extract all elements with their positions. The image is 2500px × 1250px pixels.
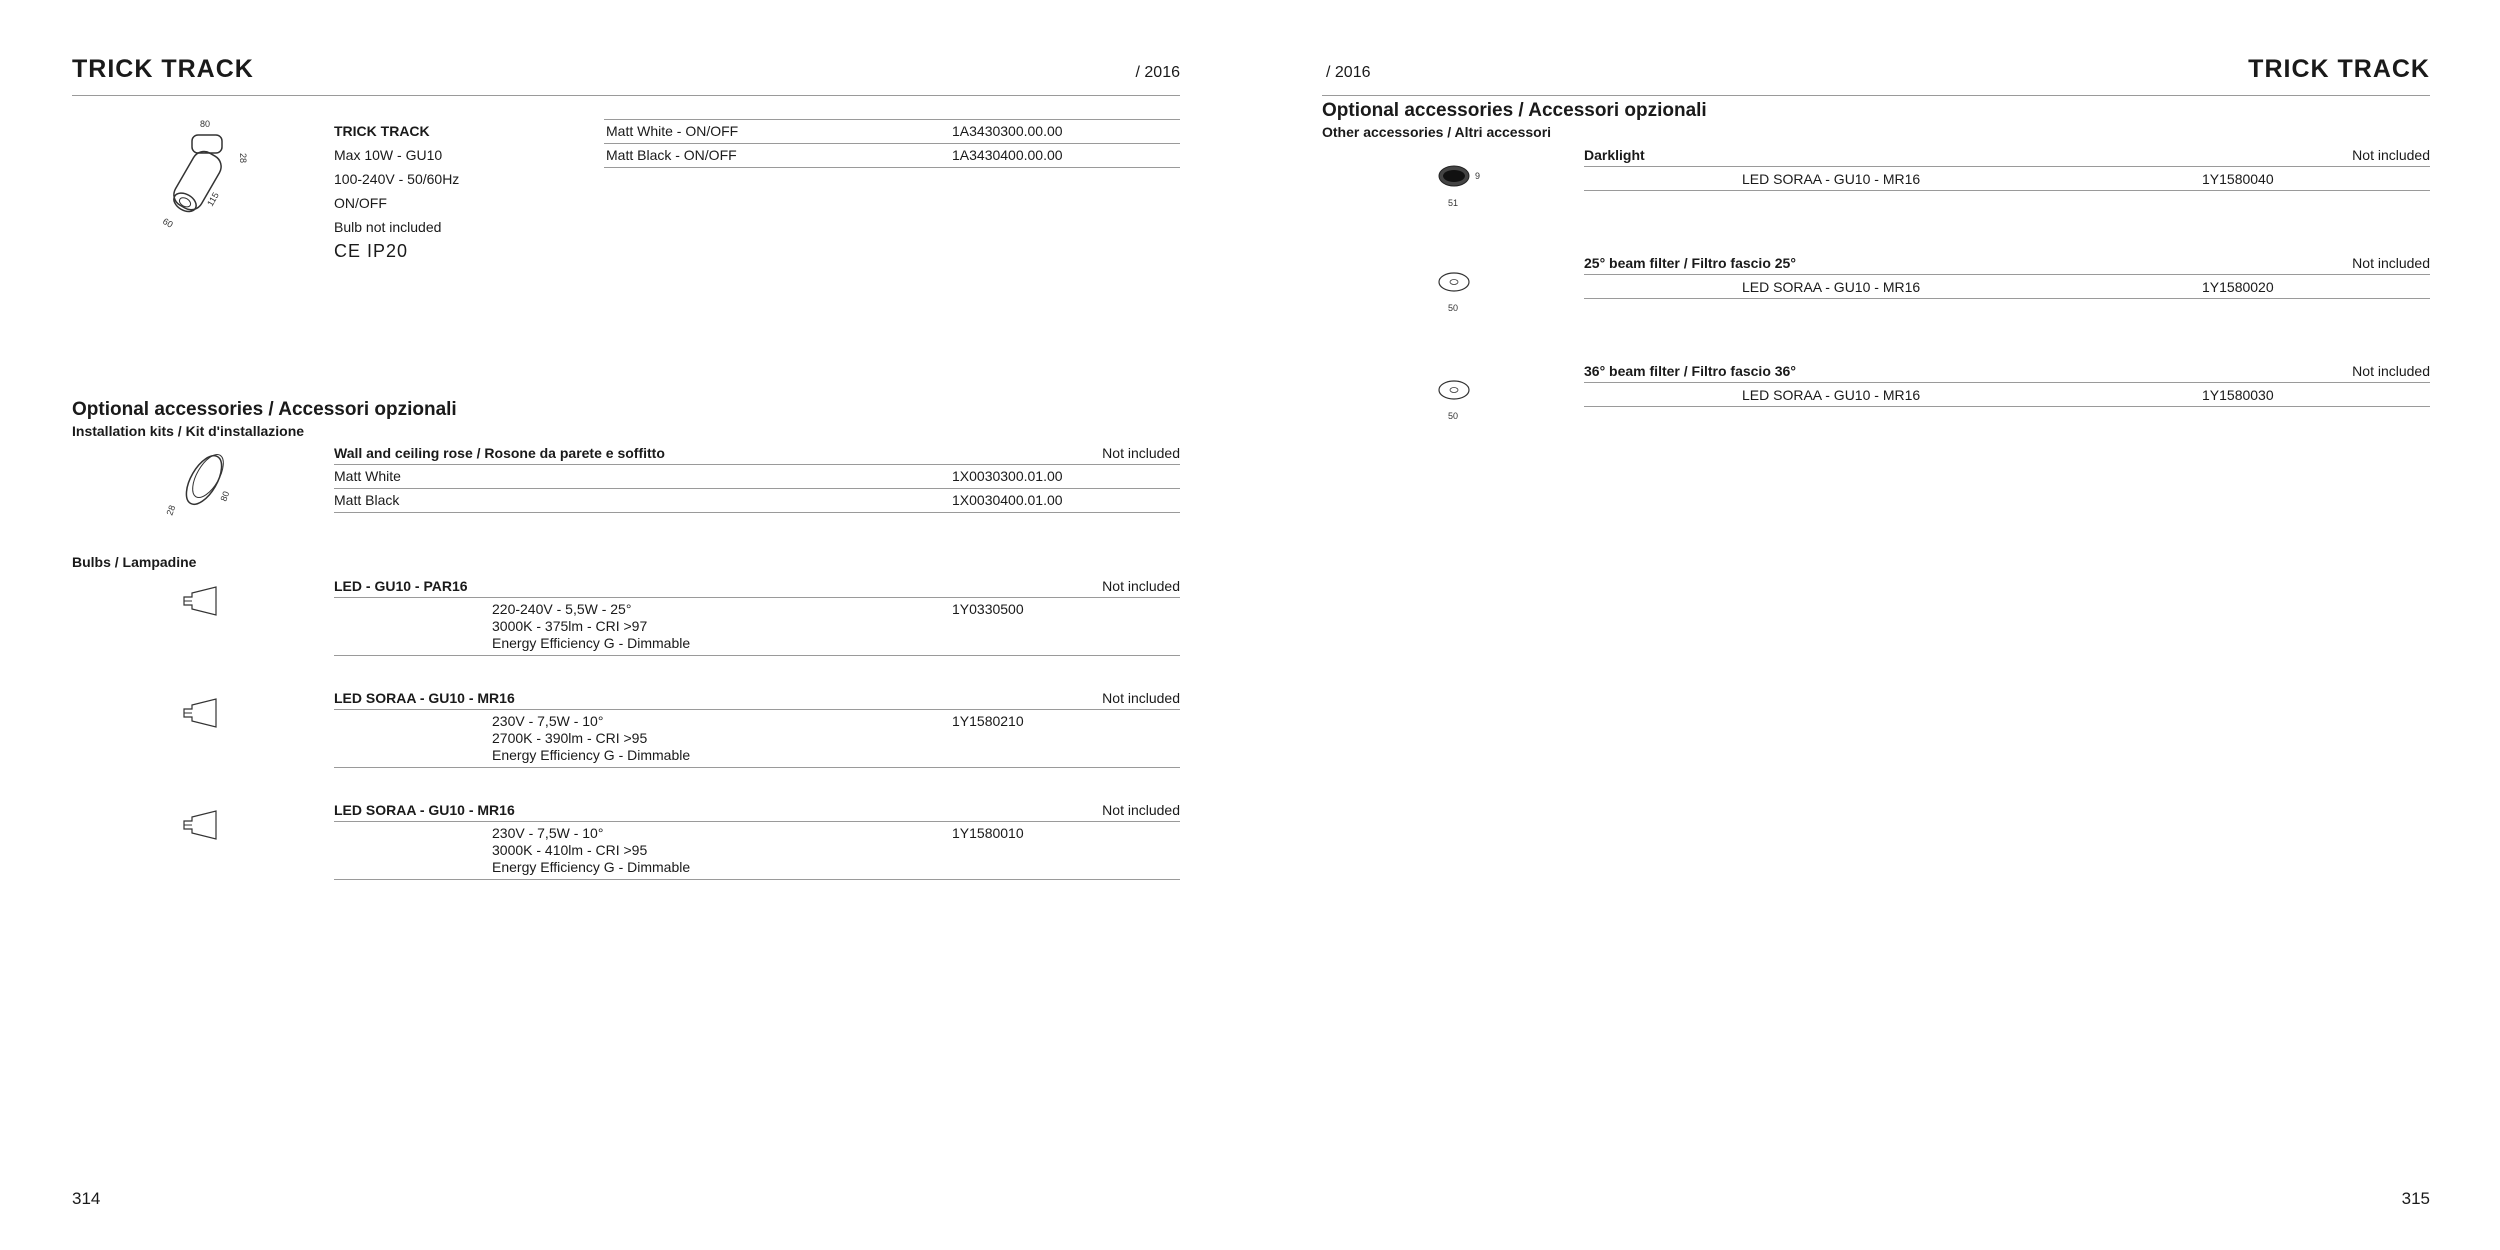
- rose-divider: [334, 488, 1180, 489]
- page-year: / 2016: [1326, 64, 1371, 81]
- ceiling-rose-icon: [164, 450, 248, 520]
- installation-heading: Installation kits / Kit d'installazione: [72, 423, 305, 439]
- item-divider: [1584, 166, 2430, 167]
- item-title: 36° beam filter / Filtro fascio 36°: [1584, 363, 1796, 379]
- variant-name: Matt Black - ON/OFF: [606, 147, 737, 163]
- spec-line: Bulb not included: [334, 219, 442, 235]
- dim-label: 28: [238, 153, 248, 164]
- item-code: 1Y1580030: [2202, 387, 2274, 403]
- dim-label: 9: [1475, 171, 1481, 181]
- spotlight-drawing-icon: [150, 115, 260, 235]
- dim-label: 50: [1448, 303, 1459, 313]
- item-status: Not included: [2352, 363, 2430, 379]
- dim-label: 50: [1448, 411, 1459, 421]
- item-status: Not included: [2352, 147, 2430, 163]
- page-title: TRICK TRACK: [72, 55, 254, 83]
- item-title: 25° beam filter / Filtro fascio 25°: [1584, 255, 1796, 271]
- title-divider: [1322, 95, 2430, 96]
- item-description: LED SORAA - GU10 - MR16: [1742, 171, 1921, 187]
- bulb-spec-line: 230V - 7,5W - 10°: [492, 825, 604, 841]
- variant-divider: [604, 119, 1180, 120]
- title-divider: [72, 95, 1180, 96]
- rose-status: Not included: [1102, 445, 1180, 461]
- rose-divider: [334, 512, 1180, 513]
- bulb-specs: [492, 713, 690, 764]
- other-accessories-heading: Other accessories / Altri accessori: [1322, 124, 1552, 140]
- product-name: TRICK TRACK: [334, 123, 430, 139]
- item-description: LED SORAA - GU10 - MR16: [1742, 387, 1921, 403]
- bulb-title: LED SORAA - GU10 - MR16: [334, 802, 515, 818]
- bulb-spec-line: 220-240V - 5,5W - 25°: [492, 601, 632, 617]
- spec-line: 100-240V - 50/60Hz: [334, 171, 460, 187]
- dim-label: 115: [205, 190, 221, 208]
- bulb-status: Not included: [1102, 578, 1180, 594]
- bulb-status: Not included: [1102, 802, 1180, 818]
- page-year: / 2016: [1135, 64, 1180, 81]
- rose-title: Wall and ceiling rose / Rosone da parete e soffitto: [334, 445, 665, 461]
- dim-label: 60: [161, 216, 175, 230]
- item-title: Darklight: [1584, 147, 1645, 163]
- bulb-divider: [334, 597, 1180, 598]
- bulb-spec-line: Energy Efficiency G - Dimmable: [492, 859, 691, 875]
- item-divider: [1584, 274, 2430, 275]
- item-status: Not included: [2352, 255, 2430, 271]
- beam-filter-icon: [1436, 378, 1486, 423]
- bulb-spec-line: Energy Efficiency G - Dimmable: [492, 635, 691, 651]
- rose-variant-code: 1X0030300.01.00: [952, 468, 1063, 484]
- bulb-spec-line: 3000K - 410lm - CRI >95: [492, 842, 648, 858]
- bulb-divider: [334, 767, 1180, 768]
- item-divider: [1584, 382, 2430, 383]
- bulb-status: Not included: [1102, 690, 1180, 706]
- item-code: 1Y1580040: [2202, 171, 2274, 187]
- item-divider: [1584, 298, 2430, 299]
- rose-variant-name: Matt Black: [334, 492, 400, 508]
- bulb-spec-line: Energy Efficiency G - Dimmable: [492, 747, 691, 763]
- rose-divider: [334, 464, 1180, 465]
- variant-divider: [604, 167, 1180, 168]
- bulb-title: LED - GU10 - PAR16: [334, 578, 468, 594]
- darklight-icon: [1434, 162, 1494, 212]
- bulb-code: 1Y1580010: [952, 825, 1024, 841]
- item-description: LED SORAA - GU10 - MR16: [1742, 279, 1921, 295]
- bulb-spec-line: 3000K - 375lm - CRI >97: [492, 618, 648, 634]
- product-specs: [334, 119, 459, 263]
- gu10-bulb-icon: [182, 697, 222, 729]
- bulb-code: 1Y0330500: [952, 601, 1024, 617]
- page-number: 314: [72, 1189, 101, 1208]
- variant-divider: [604, 143, 1180, 144]
- rose-variant-code: 1X0030400.01.00: [952, 492, 1063, 508]
- item-divider: [1584, 190, 2430, 191]
- dim-label: 80: [218, 489, 232, 503]
- variant-code: 1A3430400.00.00: [952, 147, 1063, 163]
- bulb-spec-line: 230V - 7,5W - 10°: [492, 713, 604, 729]
- dim-label: 28: [164, 503, 178, 517]
- accessories-heading: Optional accessories / Accessori opzionali: [72, 399, 457, 420]
- page-number: 315: [2401, 1189, 2430, 1208]
- bulb-code: 1Y1580210: [952, 713, 1024, 729]
- beam-filter-icon: [1436, 270, 1486, 315]
- bulb-divider: [334, 709, 1180, 710]
- dim-label: 51: [1448, 198, 1459, 208]
- item-code: 1Y1580020: [2202, 279, 2274, 295]
- gu10-bulb-icon: [182, 585, 222, 617]
- variant-code: 1A3430300.00.00: [952, 123, 1063, 139]
- spec-line: ON/OFF: [334, 195, 387, 211]
- gu10-bulb-icon: [182, 809, 222, 841]
- bulbs-heading: Bulbs / Lampadine: [72, 554, 197, 570]
- spec-line: Max 10W - GU10: [334, 147, 443, 163]
- item-divider: [1584, 406, 2430, 407]
- bulb-specs: [492, 825, 690, 876]
- bulb-specs: [492, 601, 690, 652]
- bulb-divider: [334, 821, 1180, 822]
- dim-label: 80: [200, 119, 211, 129]
- right-page: [1250, 0, 2500, 1250]
- bulb-divider: [334, 879, 1180, 880]
- rose-variant-name: Matt White: [334, 468, 401, 484]
- certification-marks: CE IP20: [334, 241, 409, 261]
- variant-name: Matt White - ON/OFF: [606, 123, 739, 139]
- accessories-heading: Optional accessories / Accessori opzionali: [1322, 100, 1707, 121]
- bulb-title: LED SORAA - GU10 - MR16: [334, 690, 515, 706]
- bulb-spec-line: 2700K - 390lm - CRI >95: [492, 730, 648, 746]
- page-title: TRICK TRACK: [2248, 55, 2430, 83]
- bulb-divider: [334, 655, 1180, 656]
